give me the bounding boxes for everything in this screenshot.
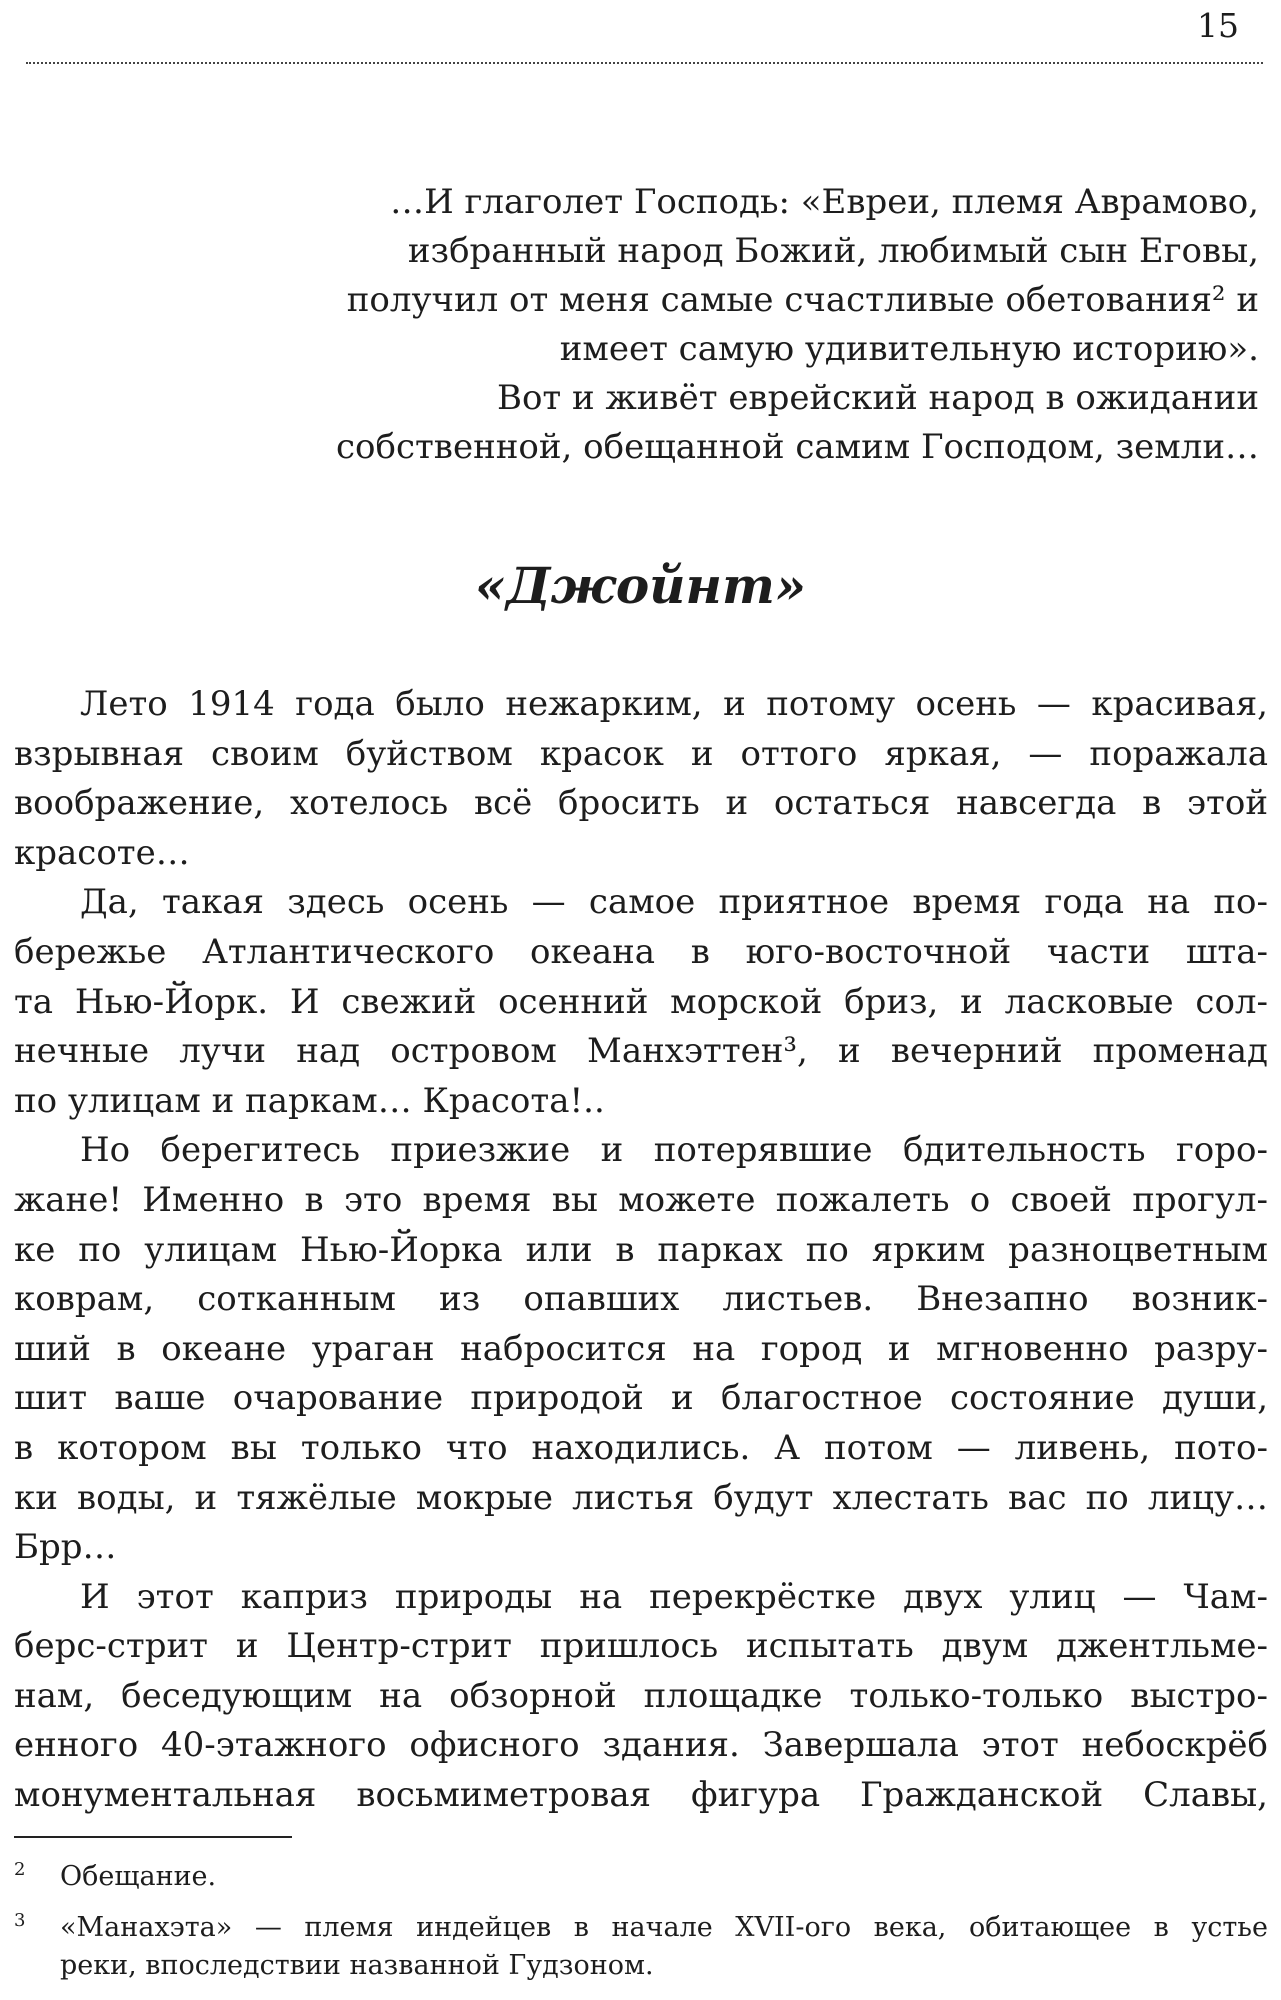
- footnote-text: [60, 1909, 1268, 1985]
- text-line: енного 40-этажного офисного здания. Завершала этот небоскрёб: [14, 1725, 1268, 1766]
- text-line: шит ваше очарование природой и благостное состояние души,: [14, 1378, 1268, 1419]
- footnote-number: 2: [14, 1859, 26, 1880]
- text-line: Но берегитесь приезжие и потерявшие бдительность горо-: [80, 1130, 1268, 1171]
- footnote-line: реки, впоследствии названной Гудзоном.: [60, 1950, 654, 1981]
- footnote-text: [60, 1858, 1268, 1896]
- text-line: коврам, сотканным из опавших листьев. Внезапно возник-: [14, 1279, 1268, 1320]
- footnotes: [14, 1858, 1268, 1998]
- text-line: бережье Атлантического океана в юго-восточной части шта-: [14, 931, 1268, 972]
- text-line: ший в океане ураган набросится на город и мгновенно разру-: [14, 1328, 1268, 1369]
- epigraph: [219, 178, 1259, 472]
- text-line: по улицам и паркам… Красота!..: [14, 1080, 605, 1121]
- paragraph: [14, 1126, 1268, 1572]
- text-line: нечные лучи над островом Манхэттен³, и вечерний променад: [14, 1031, 1268, 1072]
- footnote-line: Обещание.: [60, 1861, 217, 1892]
- text-line: нам, беседующим на обзорной площадке только-только выстро-: [14, 1675, 1268, 1716]
- text-line: ке по улицам Нью-Йорка или в парках по ярким разноцветным: [14, 1229, 1268, 1270]
- text-line: воображение, хотелось всё бросить и остаться навсегда в этой: [14, 783, 1268, 824]
- epigraph-line: получил от меня самые счастливые обетования² и: [346, 280, 1259, 320]
- text-line: И этот каприз природы на перекрёстке двух улиц — Чам-: [80, 1576, 1268, 1617]
- text-line: Лето 1914 года было нежарким, и потому осень — красивая,: [80, 684, 1268, 724]
- epigraph-line: …И глаголет Господь: «Евреи, племя Аврамово,: [390, 182, 1259, 222]
- paragraph: [14, 1573, 1268, 1821]
- footnote-rule: [14, 1836, 292, 1838]
- text-line: берс-стрит и Центр-стрит пришлось испытать двум джентльме-: [14, 1626, 1268, 1667]
- page-number: 15: [1197, 6, 1239, 45]
- footnote-number: 3: [14, 1910, 26, 1931]
- header-dotted-rule: [26, 62, 1263, 64]
- text-line: Брр…: [14, 1527, 117, 1568]
- footnote: [14, 1909, 1268, 1985]
- body-text: [14, 680, 1268, 1821]
- text-line: в котором вы только что находились. А потом — ливень, пото-: [14, 1427, 1268, 1468]
- footnote: [14, 1858, 1268, 1896]
- paragraph: [14, 680, 1268, 878]
- text-line: та Нью-Йорк. И свежий осенний морской бриз, и ласковые сол-: [14, 981, 1268, 1022]
- text-line: монументальная восьмиметровая фигура Гражданской Славы,: [14, 1775, 1268, 1816]
- text-line: Да, такая здесь осень — самое приятное время года на по-: [80, 882, 1268, 923]
- footnote-line: «Манахэта» — племя индейцев в начале XVII-ого века, обитающее в устье: [60, 1912, 1268, 1943]
- text-line: красоте…: [14, 832, 190, 873]
- paragraph: [14, 878, 1268, 1126]
- epigraph-line: собственной, обещанной самим Господом, земли…: [335, 427, 1259, 467]
- chapter-title: «Джойнт»: [474, 556, 807, 615]
- text-line: взрывная своим буйством красок и оттого яркая, — поражала: [14, 733, 1268, 774]
- epigraph-line: Вот и живёт еврейский народ в ожидании: [496, 378, 1259, 418]
- text-line: ки воды, и тяжёлые мокрые листья будут хлестать вас по лицу…: [14, 1477, 1268, 1518]
- epigraph-line: избранный народ Божий, любимый сын Еговы,: [407, 231, 1259, 271]
- epigraph-line: имеет самую удивительную историю».: [559, 329, 1259, 369]
- text-line: жане! Именно в это время вы можете пожалеть о своей прогул-: [14, 1179, 1268, 1220]
